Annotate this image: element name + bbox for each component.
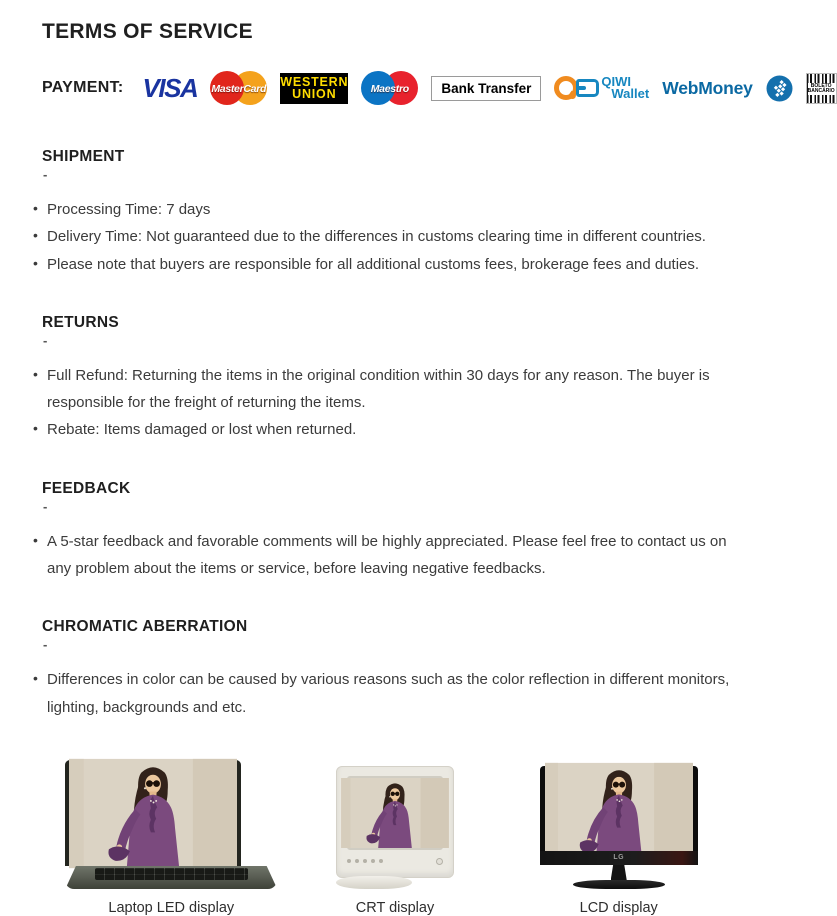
mastercard-wordmark: MasterCard [211,83,267,95]
bullet-list [33,666,748,721]
lcd-stand-base [573,880,665,889]
laptop-illustration [65,760,277,889]
boleto-barcode-icon [806,73,837,104]
section-heading: FEEDBACK [42,479,131,497]
western-union-logo [280,73,348,104]
page-title: TERMS OF SERVICE [42,20,253,43]
section-feedback [42,480,748,583]
woman-photo [69,765,237,862]
boleto-label [808,83,835,95]
section-chromatic-aberration [42,618,748,721]
payment-label: PAYMENT: [42,79,124,96]
laptop-keyboard [95,868,248,880]
lcd-stand-neck [611,865,627,880]
bullet-item: • Please note that buyers are responsible for all additional customs fees, brokerage fees and duties. [33,251,748,278]
qiwi-wallet-icon [576,79,599,97]
crt-screen [347,776,443,850]
lg-brand-badge: LG [613,854,625,862]
bullet-item: • A 5-star feedback and favorable comments will be highly appreciated. Please feel free to contact us on any problem about the items or service, before leaving negative feedbacks. [33,528,748,583]
webmoney-wordmark: WebMoney [662,77,753,98]
crt-display-graphic [336,757,454,889]
bullet-item: • Full Refund: Returning the items in the original condition within 30 days for any reason. The buyer is responsible for the freight of returning the items. [33,362,748,417]
lcd-chin [540,851,698,865]
qiwi-wordmark-line2: Wallet [611,86,650,101]
lcd-display-graphic [540,757,698,889]
crt-control-buttons [347,858,443,865]
crt-illustration [336,766,454,889]
bullet-item: • Differences in color can be caused by various reasons such as the color reflection in different monitors, lighting, backgrounds and etc. [33,666,748,721]
bullet-item: • Rebate: Items damaged or lost when returned. [33,416,748,443]
qiwi-wallet-logo [554,76,649,100]
display-column-lcd [513,757,724,916]
visa-logo: VISA [142,72,198,103]
bullet-list [33,528,748,583]
payment-methods-row [42,68,835,108]
laptop-screen [65,760,241,866]
section-heading: RETURNS [42,313,120,331]
bank-transfer-badge: Bank Transfer [431,76,541,101]
section-returns [42,314,748,444]
boleto-label-line1: BOLETO [810,82,832,89]
laptop-display-graphic [65,757,277,889]
qiwi-wordmark [601,76,649,100]
woman-photo [545,771,693,851]
display-caption: CRT display [355,899,435,916]
qiwi-wordmark-line1: QIWI [601,74,631,89]
section-dash: - [43,332,48,348]
lcd-screen [545,771,693,851]
display-column-laptop [66,757,277,916]
section-shipment [42,148,748,278]
bullet-item: • Processing Time: 7 days [33,196,748,223]
boleto-label-line2: BANCÁRIO [807,87,835,94]
woman-photo [349,778,441,848]
bullet-list [33,196,748,278]
display-comparison-row [42,757,748,916]
section-dash: - [43,167,48,182]
lcd-illustration [540,766,698,889]
crt-power-button-icon [436,858,443,865]
maestro-wordmark: Maestro [370,83,409,95]
display-caption: LCD display [579,899,658,916]
section-dash: - [43,498,48,514]
section-heading: SHIPMENT [42,148,125,165]
section-dash: - [43,637,48,653]
bullet-item: • Delivery Time: Not guaranteed due to the differences in customs clearing time in different countries. [33,223,748,250]
maestro-logo [361,70,418,106]
crt-base [336,876,412,889]
crt-body [336,766,454,878]
western-union-line1: WESTERN [280,75,349,89]
western-union-line2: UNION [292,87,337,101]
display-caption: Laptop LED display [108,899,235,916]
webmoney-globe-icon [766,75,793,102]
bullet-list [33,362,748,444]
mastercard-logo [210,70,267,106]
section-heading: CHROMATIC ABERRATION [42,618,248,636]
display-column-crt [290,757,501,916]
qiwi-q-icon [554,76,578,100]
laptop-base [65,866,277,889]
lcd-bezel [540,766,698,865]
